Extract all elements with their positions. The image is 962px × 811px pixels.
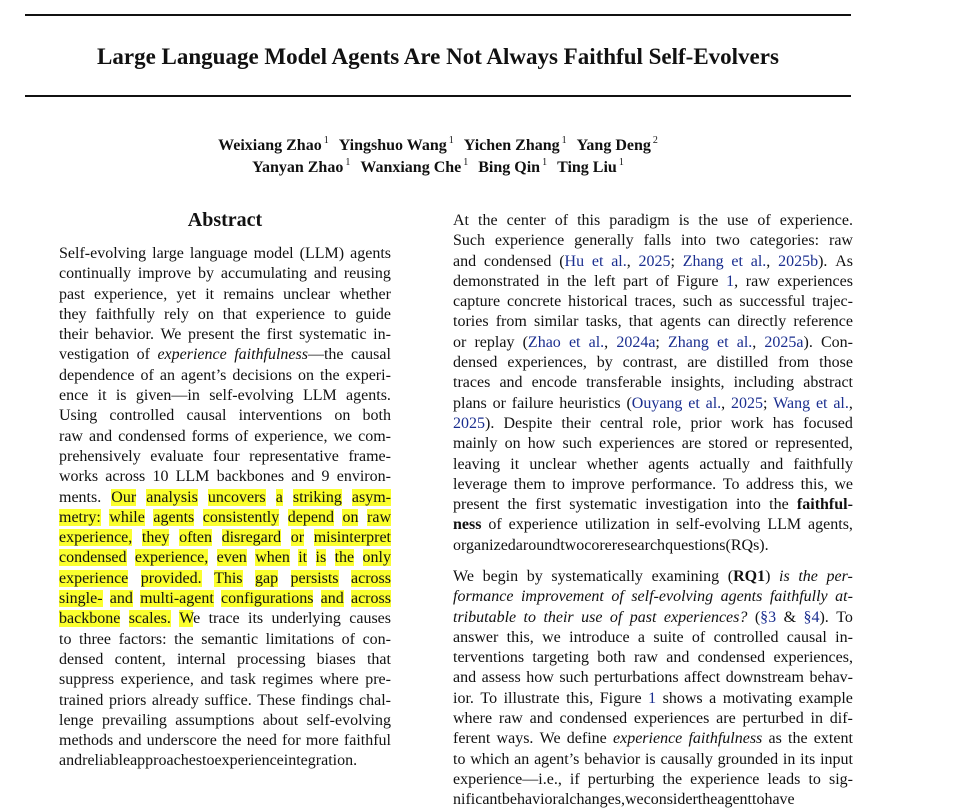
text-line xyxy=(59,548,391,568)
citation-link[interactable]: Wang xyxy=(773,394,811,412)
italic-text: improvement xyxy=(520,588,604,606)
italic-text: past xyxy=(629,608,657,626)
author-name: Yang Deng $^2$ xyxy=(576,135,658,155)
text-line: ments. Our analysis uncovers a striking asym- xyxy=(59,488,391,506)
bold-text: faithful- xyxy=(796,496,853,514)
bold-text: RQ1 xyxy=(733,568,766,585)
highlighted-text: across xyxy=(350,590,391,608)
italic-text: tributable xyxy=(453,608,517,626)
text-line: they faithfully rely on that experience to guide xyxy=(59,305,391,323)
text-line: tories from similar tasks, that agents can directly reference xyxy=(453,313,853,331)
text-line xyxy=(59,508,391,528)
author-name: Wanxiang Che $^1$ xyxy=(360,157,469,177)
highlighted-text: multi-agent xyxy=(140,590,214,608)
citation-link[interactable]: 2025 xyxy=(638,252,671,270)
affiliation-mark: 2 xyxy=(652,135,658,146)
highlighted-text: on xyxy=(342,508,359,526)
text-line: vestigation of experience faithfulness—the causal xyxy=(59,346,391,364)
italic-text: self-evolving xyxy=(631,588,714,606)
intro-paragraph-1 xyxy=(453,211,853,556)
highlighted-text: condensed xyxy=(59,549,127,567)
italic-text: faithfulness xyxy=(234,346,308,364)
highlighted-text: provided. xyxy=(140,569,202,587)
italic-text: agents xyxy=(720,588,763,606)
text-line: We begin by systematically examining (RQ1) is the per- xyxy=(453,568,853,585)
highlighted-text: analysis xyxy=(146,488,198,506)
text-line: leaving it unclear whether agents actually and faithfully xyxy=(453,455,853,473)
text-line: ferent ways. We define experience faithfulness as the extent xyxy=(453,730,853,748)
citation-link[interactable]: Zhang xyxy=(682,252,724,270)
author-name: Bing Qin $^1$ xyxy=(478,157,548,177)
text-line: and reliable approaches to experience integration. xyxy=(59,752,358,770)
highlighted-text: it xyxy=(298,549,308,567)
italic-text: per- xyxy=(826,568,853,585)
highlighted-text: asym- xyxy=(351,488,391,506)
highlighted-text: uncovers xyxy=(207,488,266,506)
text-line: their behavior. We present the first systematic in- xyxy=(59,326,391,344)
highlighted-text: experience, xyxy=(134,549,209,567)
citation-link[interactable]: et xyxy=(568,333,581,351)
author-name: Ting Liu $^1$ xyxy=(557,157,624,177)
author-name: Yichen Zhang $^1$ xyxy=(463,135,567,155)
citation-link[interactable]: et xyxy=(717,333,729,351)
affiliation-mark: 1 xyxy=(542,157,548,168)
highlighted-text: This xyxy=(214,569,243,587)
text-line: present the first systematic investigation into the faithful- xyxy=(453,496,853,514)
abstract-body xyxy=(59,244,391,772)
citation-link[interactable]: §3 xyxy=(760,608,777,626)
highlighted-text: across xyxy=(350,569,391,587)
text-line: and assess how such perturbations affect downstream behav- xyxy=(453,669,853,687)
abstract-heading: Abstract xyxy=(187,209,263,231)
highlighted-text: striking xyxy=(292,488,342,506)
citation-link[interactable]: 2024a xyxy=(616,333,656,351)
highlighted-text: or xyxy=(290,529,305,547)
italic-text: experiences? xyxy=(663,608,748,626)
title-bottom-rule xyxy=(25,95,851,97)
text-line xyxy=(453,587,853,607)
highlighted-text: gap xyxy=(254,569,279,587)
text-line xyxy=(59,528,391,548)
highlighted-text: backbone xyxy=(59,610,121,628)
text-line: terventions targeting both raw and condensed experiences, xyxy=(453,649,853,667)
text-line: methods and underscore the need for more faithful xyxy=(59,732,391,750)
citation-link[interactable]: 2025 xyxy=(453,414,485,432)
text-line: ence it is given—in self-evolving LLM agents. xyxy=(59,387,391,405)
text-line: prehensively evaluate four representative frame- xyxy=(59,447,391,465)
affiliation-mark: 1 xyxy=(448,135,454,146)
citation-link[interactable]: al. xyxy=(705,394,722,412)
citation-link[interactable]: 2025 xyxy=(730,394,763,412)
paper-title: Large Language Model Agents Are Not Always Faithful Self-Evolvers xyxy=(97,44,779,69)
citation-link[interactable]: Zhao xyxy=(527,333,561,351)
authors-row-2 xyxy=(0,153,876,179)
highlighted-text: single- xyxy=(59,590,103,608)
citation-link[interactable]: 1 xyxy=(726,272,735,290)
italic-text: at- xyxy=(835,588,853,606)
author-name: Weixiang Zhao $^1$ xyxy=(218,135,329,155)
highlighted-text: only xyxy=(362,549,391,567)
highlighted-text: scales. xyxy=(128,610,171,628)
italic-text: experience xyxy=(157,346,227,364)
italic-text: experience xyxy=(612,730,683,748)
affiliation-mark: 1 xyxy=(345,157,351,168)
highlighted-text: W xyxy=(179,610,194,628)
text-line: Self-evolving large language model (LLM) agents xyxy=(59,245,391,262)
citation-link[interactable]: Hu xyxy=(564,252,585,270)
citation-link[interactable]: al. xyxy=(750,252,767,270)
highlighted-text: disregard xyxy=(221,529,282,547)
italic-text: is xyxy=(779,568,790,585)
highlighted-text: persists xyxy=(290,569,339,587)
intro-paragraph-2 xyxy=(453,567,853,811)
affiliation-mark: 1 xyxy=(561,135,567,146)
text-line: demonstrated in the left part of Figure 1, raw experiences xyxy=(453,272,853,290)
text-line: raw and condensed forms of experience, we com- xyxy=(59,427,391,445)
text-line: nificant behavioral changes, we consider the agent to have xyxy=(453,791,795,809)
text-line: where raw and condensed experiences are perturbed in dif- xyxy=(453,710,853,728)
highlighted-text: a xyxy=(275,488,283,506)
text-line xyxy=(59,569,391,589)
text-line: traces and encode transferable insights, including abstract xyxy=(453,374,853,392)
text-line: densed content, internal processing biases that xyxy=(59,650,391,668)
highlighted-text: while xyxy=(109,508,145,526)
text-line: to three factors: the semantic limitations of con- xyxy=(59,630,391,648)
highlighted-text: experience, xyxy=(59,529,133,547)
italic-text: formance xyxy=(453,588,514,606)
bold-text: ness xyxy=(453,516,482,534)
text-line: plans or failure heuristics (Ouyang et al., 2025; Wang et al., xyxy=(453,394,853,412)
italic-text: faithfully xyxy=(769,588,828,606)
highlighted-text: consistently xyxy=(202,508,280,526)
highlighted-text: even xyxy=(216,549,247,567)
citation-link[interactable]: al. xyxy=(833,394,849,412)
highlighted-text: they xyxy=(141,529,170,547)
affiliation-mark: 1 xyxy=(463,157,469,168)
highlighted-text: experience xyxy=(59,569,129,587)
citation-link[interactable]: Zhang xyxy=(668,333,709,351)
highlighted-text: depend xyxy=(287,508,334,526)
italic-text: the xyxy=(798,568,818,585)
text-line: tributable to their use of past experiences? (§3 & §4). To xyxy=(453,608,853,626)
title-top-rule xyxy=(25,14,851,16)
citation-link[interactable]: 1 xyxy=(648,689,657,707)
text-line xyxy=(59,589,391,609)
highlighted-text: is xyxy=(315,549,327,567)
citation-link[interactable]: al. xyxy=(736,333,753,351)
citation-link[interactable]: Ouyang xyxy=(631,394,683,412)
highlighted-text: and xyxy=(320,590,344,608)
text-line: dependence of an agent’s decisions on the experi- xyxy=(59,366,391,384)
author-name: Yingshuo Wang $^1$ xyxy=(338,135,454,155)
citation-link[interactable]: et xyxy=(815,394,828,412)
text-line: densed experiences, by contrast, are distilled from those xyxy=(453,354,853,372)
text-line: suppress experience, and task regimes where pre- xyxy=(59,671,391,689)
text-line: leverage them to improve performance. To address this, we xyxy=(453,475,853,493)
affiliation-mark: 1 xyxy=(618,157,624,168)
highlighted-text: misinterpret xyxy=(313,529,391,547)
highlighted-text: Our xyxy=(111,488,137,506)
citation-link[interactable]: al. xyxy=(588,333,605,351)
text-line: answer this, we introduce a suite of controlled causal in- xyxy=(453,628,853,646)
text-line: past experience, yet it remains unclear whether xyxy=(59,285,391,303)
text-line: continually improve by accumulating and reusing xyxy=(59,265,391,283)
author-name: Yanyan Zhao $^1$ xyxy=(252,157,351,177)
highlighted-text: configurations xyxy=(221,590,314,608)
text-line: capture concrete historical traces, such as successful trajec- xyxy=(453,293,853,311)
citation-link[interactable]: et xyxy=(688,394,700,412)
citation-link[interactable]: et xyxy=(731,252,743,270)
text-line: At the center of this paradigm is the use of experience. xyxy=(453,212,853,229)
text-line: lenge prevailing assumptions about self-evolving xyxy=(59,711,391,729)
italic-text: use xyxy=(581,608,603,626)
text-line: and condensed (Hu et al., 2025; Zhang et al., 2025b). As xyxy=(453,252,853,270)
highlighted-text: and xyxy=(109,590,133,608)
affiliation-mark: 1 xyxy=(323,135,329,146)
citation-link[interactable]: 2025b xyxy=(778,252,819,270)
text-line: Such experience generally falls into two categories: raw xyxy=(453,232,853,250)
text-line: experience—i.e., if perturbing the experience leads to sig- xyxy=(453,770,853,788)
text-line: or replay (Zhao et al., 2024a; Zhang et al., 2025a). Con- xyxy=(453,333,853,351)
text-line: works across 10 LLM backbones and 9 environ- xyxy=(59,468,391,486)
italic-text: of xyxy=(611,588,624,606)
text-line: organized around two core research questions (RQs). xyxy=(453,536,769,554)
text-line: to which an agent’s behavior is causally grounded in its input xyxy=(453,750,853,768)
text-line: backbone scales. We trace its underlying causes xyxy=(59,610,391,628)
highlighted-text: metry: xyxy=(59,508,101,526)
citation-link[interactable]: al. xyxy=(611,252,627,270)
highlighted-text: the xyxy=(334,549,355,567)
highlighted-text: when xyxy=(255,549,290,567)
italic-text: to xyxy=(523,608,536,626)
text-line: mainly on how such experiences are stored or represented, xyxy=(453,435,853,453)
text-line: ior. To illustrate this, Figure 1 shows a motivating example xyxy=(453,689,853,707)
text-line: Using controlled causal interventions on both xyxy=(59,407,391,425)
text-line: trained priors already suffice. These findings chal- xyxy=(59,691,391,709)
highlighted-text: often xyxy=(179,529,212,547)
text-line: 2025). Despite their central role, prior work has focused xyxy=(453,414,853,432)
citation-link[interactable]: et xyxy=(591,252,604,270)
highlighted-text: agents xyxy=(153,508,195,526)
italic-text: faithfulness xyxy=(688,730,763,748)
text-line: ness of experience utilization in self-evolving LLM agents, xyxy=(453,516,853,534)
citation-link[interactable]: 2025a xyxy=(764,333,804,351)
highlighted-text: raw xyxy=(367,508,391,526)
italic-text: their xyxy=(543,608,574,626)
citation-link[interactable]: §4 xyxy=(803,608,820,626)
italic-text: of xyxy=(609,608,623,626)
